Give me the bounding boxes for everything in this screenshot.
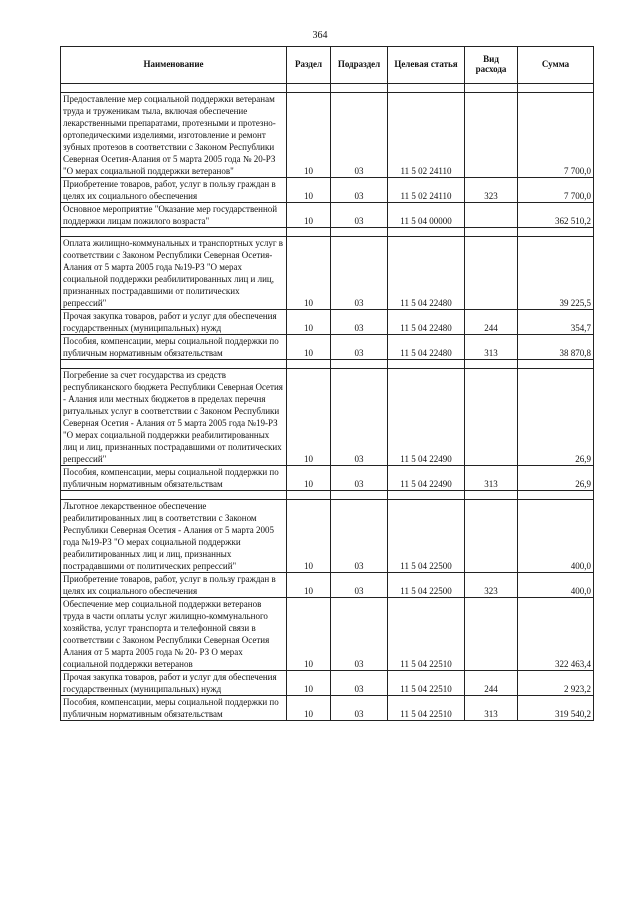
spacer-cell xyxy=(518,84,594,93)
row-amount: 354,7 xyxy=(518,310,594,335)
table-row xyxy=(61,310,594,335)
row-subsection: 03 xyxy=(331,466,388,491)
row-target: 11 5 04 22480 xyxy=(388,310,465,335)
row-expense-type: 244 xyxy=(465,671,518,696)
row-section: 10 xyxy=(287,310,331,335)
row-target: 11 5 04 22490 xyxy=(388,369,465,466)
row-target: 11 5 04 22510 xyxy=(388,696,465,721)
row-subsection: 03 xyxy=(331,93,388,178)
row-subsection: 03 xyxy=(331,310,388,335)
row-subsection: 03 xyxy=(331,671,388,696)
row-expense-type: 313 xyxy=(465,335,518,360)
row-name: Пособия, компенсации, меры социальной поддержки по публичным нормативным обязательствам xyxy=(61,335,287,360)
table-row xyxy=(61,500,594,573)
row-target: 11 5 04 00000 xyxy=(388,203,465,228)
row-subsection: 03 xyxy=(331,203,388,228)
spacer-cell xyxy=(465,228,518,237)
row-target: 11 5 02 24110 xyxy=(388,93,465,178)
row-expense-type: 244 xyxy=(465,310,518,335)
row-amount: 322 463,4 xyxy=(518,598,594,671)
row-spacer xyxy=(61,491,594,500)
spacer-cell xyxy=(465,84,518,93)
spacer-cell xyxy=(61,84,287,93)
row-section: 10 xyxy=(287,369,331,466)
table-row xyxy=(61,466,594,491)
row-name: Пособия, компенсации, меры социальной поддержки по публичным нормативным обязательствам xyxy=(61,696,287,721)
row-amount: 400,0 xyxy=(518,500,594,573)
spacer-cell xyxy=(331,360,388,369)
row-name: Пособия, компенсации, меры социальной поддержки по публичным нормативным обязательствам xyxy=(61,466,287,491)
row-subsection: 03 xyxy=(331,335,388,360)
spacer-cell xyxy=(388,84,465,93)
spacer-cell xyxy=(287,360,331,369)
row-spacer xyxy=(61,84,594,93)
row-expense-type: 313 xyxy=(465,696,518,721)
spacer-cell xyxy=(287,491,331,500)
row-expense-type xyxy=(465,93,518,178)
table-row xyxy=(61,335,594,360)
row-section: 10 xyxy=(287,598,331,671)
row-subsection: 03 xyxy=(331,237,388,310)
table-row xyxy=(61,93,594,178)
header-section: Раздел xyxy=(287,47,331,84)
spacer-cell xyxy=(518,228,594,237)
row-subsection: 03 xyxy=(331,500,388,573)
row-subsection: 03 xyxy=(331,369,388,466)
spacer-cell xyxy=(388,491,465,500)
spacer-cell xyxy=(61,360,287,369)
row-name: Прочая закупка товаров, работ и услуг для обеспечения государственных (муниципальных) нужд xyxy=(61,671,287,696)
row-section: 10 xyxy=(287,466,331,491)
row-amount: 26,9 xyxy=(518,369,594,466)
row-subsection: 03 xyxy=(331,178,388,203)
spacer-cell xyxy=(388,360,465,369)
row-subsection: 03 xyxy=(331,696,388,721)
row-expense-type xyxy=(465,237,518,310)
row-section: 10 xyxy=(287,335,331,360)
row-section: 10 xyxy=(287,203,331,228)
row-section: 10 xyxy=(287,237,331,310)
row-spacer xyxy=(61,228,594,237)
row-section: 10 xyxy=(287,500,331,573)
row-name: Приобретение товаров, работ, услуг в пользу граждан в целях их социального обеспечения xyxy=(61,573,287,598)
row-name: Приобретение товаров, работ, услуг в пользу граждан в целях их социального обеспечения xyxy=(61,178,287,203)
table-row xyxy=(61,178,594,203)
row-amount: 39 225,5 xyxy=(518,237,594,310)
row-target: 11 5 04 22480 xyxy=(388,335,465,360)
row-expense-type xyxy=(465,598,518,671)
spacer-cell xyxy=(388,228,465,237)
row-target: 11 5 04 22480 xyxy=(388,237,465,310)
table-header xyxy=(61,47,594,84)
spacer-cell xyxy=(61,228,287,237)
row-name: Основное мероприятие "Оказание мер государственной поддержки лицам пожилого возраста" xyxy=(61,203,287,228)
row-section: 10 xyxy=(287,93,331,178)
spacer-cell xyxy=(518,491,594,500)
row-amount: 319 540,2 xyxy=(518,696,594,721)
table-row xyxy=(61,203,594,228)
row-expense-type xyxy=(465,203,518,228)
row-amount: 26,9 xyxy=(518,466,594,491)
spacer-cell xyxy=(287,228,331,237)
spacer-cell xyxy=(331,84,388,93)
row-target: 11 5 04 22500 xyxy=(388,573,465,598)
header-subsection: Подраздел xyxy=(331,47,388,84)
spacer-cell xyxy=(518,360,594,369)
header-expense-type: Вид расхода xyxy=(465,47,518,84)
row-section: 10 xyxy=(287,671,331,696)
row-name: Предоставление мер социальной поддержки ветеранам труда и труженикам тыла, включая обеспечение лекарственными препаратами, протезными и протезно-ортопедическими изделиями, изготовление и ремонт зубных протезов в соответствии с Законом Республики Северная Осетия-Алания от 5 марта 2005 года № 20-РЗ "О мерах социальной поддержки ветеранов" xyxy=(61,93,287,178)
row-target: 11 5 04 22490 xyxy=(388,466,465,491)
row-spacer xyxy=(61,360,594,369)
table-row xyxy=(61,237,594,310)
spacer-cell xyxy=(287,84,331,93)
row-target: 11 5 04 22510 xyxy=(388,671,465,696)
row-expense-type: 323 xyxy=(465,178,518,203)
row-section: 10 xyxy=(287,178,331,203)
spacer-cell xyxy=(465,491,518,500)
table-row xyxy=(61,369,594,466)
row-amount: 7 700,0 xyxy=(518,93,594,178)
page-number: 364 xyxy=(312,30,328,41)
row-amount: 2 923,2 xyxy=(518,671,594,696)
spacer-cell xyxy=(331,228,388,237)
table-row xyxy=(61,573,594,598)
row-target: 11 5 02 24110 xyxy=(388,178,465,203)
row-expense-type: 313 xyxy=(465,466,518,491)
row-expense-type: 323 xyxy=(465,573,518,598)
header-amount: Сумма xyxy=(518,47,594,84)
table-row xyxy=(61,696,594,721)
table-body xyxy=(61,84,594,721)
row-amount: 400,0 xyxy=(518,573,594,598)
row-target: 11 5 04 22500 xyxy=(388,500,465,573)
row-name: Обеспечение мер социальной поддержки ветеранов труда в части оплаты услуг жилищно-коммунального хозяйства, услуг транспорта и телефонной связи в соответствии с Законом Республики Северная Осетия Алания от 5 марта 2005 года № 20- РЗ О мерах социальной поддержки ветеранов xyxy=(61,598,287,671)
header-name: Наименование xyxy=(61,47,287,84)
budget-table xyxy=(60,46,594,721)
row-expense-type xyxy=(465,369,518,466)
row-target: 11 5 04 22510 xyxy=(388,598,465,671)
spacer-cell xyxy=(465,360,518,369)
row-name: Прочая закупка товаров, работ и услуг для обеспечения государственных (муниципальных) нужд xyxy=(61,310,287,335)
row-expense-type xyxy=(465,500,518,573)
row-amount: 38 870,8 xyxy=(518,335,594,360)
spacer-cell xyxy=(331,491,388,500)
spacer-cell xyxy=(61,491,287,500)
header-target: Целевая статья xyxy=(388,47,465,84)
row-amount: 362 510,2 xyxy=(518,203,594,228)
row-amount: 7 700,0 xyxy=(518,178,594,203)
row-subsection: 03 xyxy=(331,598,388,671)
row-section: 10 xyxy=(287,696,331,721)
row-name: Погребение за счет государства из средств республиканского бюджета Республики Северная Осетия - Алания или местных бюджетов в пределах перечня ритуальных услуг в соответствии с Законом Республики Северная Осетия - Алания от 5 марта 2005 года №19-РЗ "О мерах социальной поддержки реабилитированных лиц и лиц, признанных пострадавшими от политических репрессий" xyxy=(61,369,287,466)
row-name: Льготное лекарственное обеспечение реабилитированных лиц в соответствии с Законом Республики Северная Осетия - Алания от 5 марта 2005 года №19-РЗ "О мерах социальной поддержки реабилитированных лиц и лиц, признанных пострадавшими от политических репрессий" xyxy=(61,500,287,573)
table-row xyxy=(61,671,594,696)
row-subsection: 03 xyxy=(331,573,388,598)
table-row xyxy=(61,598,594,671)
row-section: 10 xyxy=(287,573,331,598)
row-name: Оплата жилищно-коммунальных и транспортных услуг в соответствии с Законом Республики Северная Осетия-Алания от 5 марта 2005 года №19-РЗ "О мерах социальной поддержки реабилитированных лиц и лиц, признанных пострадавшими от политических репрессий" xyxy=(61,237,287,310)
